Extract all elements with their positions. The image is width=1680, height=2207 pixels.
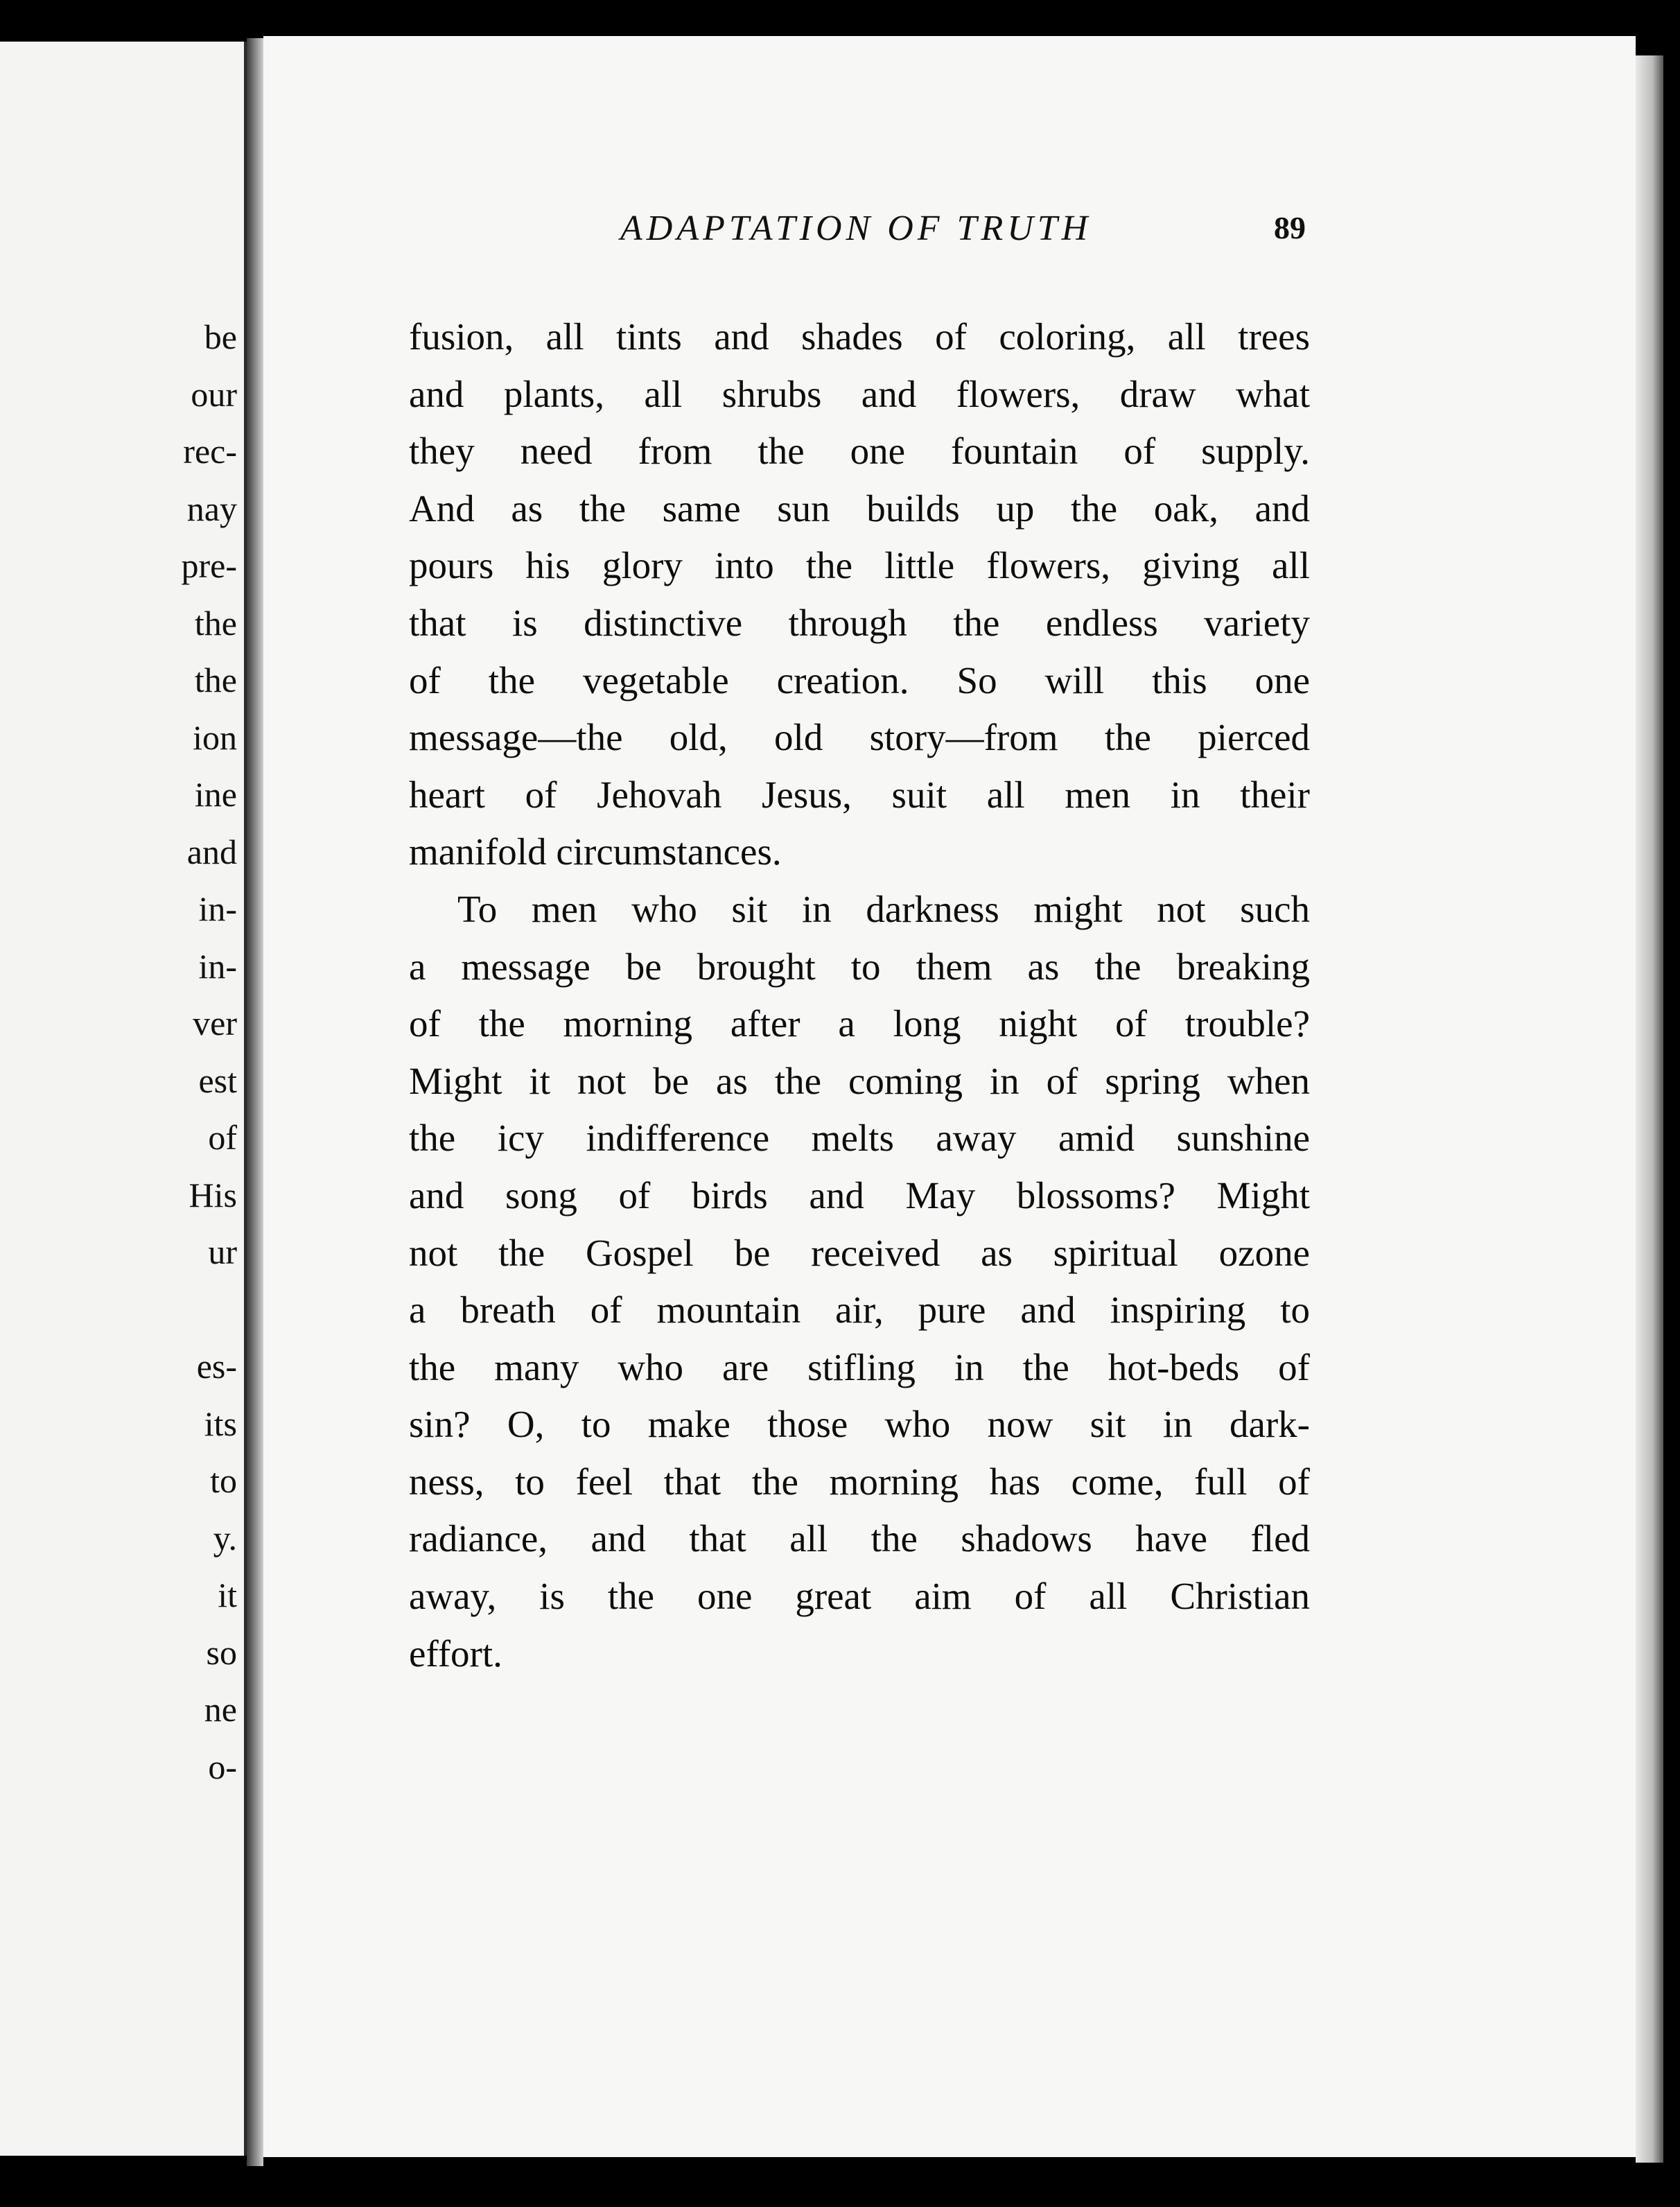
book-gutter — [247, 38, 263, 2166]
left-page-text-fragments — [182, 308, 238, 1795]
left-fragment: the — [194, 603, 237, 643]
text-line: a breath of mountain air, pure and inspiring to — [409, 1289, 1310, 1332]
body-text — [409, 308, 1310, 1682]
text-line: message—the old, old story—from the pierced — [409, 716, 1310, 759]
left-fragment: our — [191, 374, 237, 414]
text-line: of the vegetable creation. So will this one — [409, 658, 1310, 701]
left-fragment: o- — [208, 1747, 237, 1786]
left-fragment: nay — [186, 489, 237, 528]
text-line: and song of birds and May blossoms? Might — [409, 1174, 1310, 1216]
left-fragment: ion — [193, 717, 237, 757]
left-fragment: of — [208, 1118, 237, 1157]
left-fragment: and — [186, 832, 237, 871]
text-line: that is distinctive through the endless variety — [409, 601, 1310, 644]
left-fragment: y. — [213, 1518, 237, 1558]
paragraph-1 — [409, 308, 1310, 881]
left-fragment: be — [204, 317, 237, 356]
text-line: ness, to feel that the morning has come, full of — [409, 1460, 1310, 1503]
text-line: not the Gospel be received as spiritual ozone — [409, 1231, 1310, 1274]
text-line: manifold circumstances. — [409, 830, 782, 873]
paragraph-2 — [409, 881, 1310, 1682]
left-fragment: in- — [198, 946, 237, 986]
text-line: the icy indifference melts away amid sunshine — [409, 1117, 1310, 1160]
left-fragment: its — [204, 1404, 237, 1443]
left-fragment: the — [194, 661, 237, 699]
left-fragment: rec- — [183, 432, 237, 471]
text-line: heart of Jehovah Jesus, suit all men in their — [409, 773, 1310, 816]
text-line: To men who sit in darkness might not such — [457, 887, 1310, 930]
text-line: And as the same sun builds up the oak, and — [409, 487, 1310, 530]
left-fragment: ne — [204, 1690, 237, 1729]
page-number: 89 — [1274, 210, 1306, 245]
text-line: sin? O, to make those who now sit in dark- — [409, 1403, 1310, 1446]
page-edge-shadow — [1636, 55, 1663, 2163]
text-line: they need from the one fountain of supply. — [409, 430, 1310, 473]
text-line: effort. — [409, 1632, 502, 1675]
left-fragment: His — [189, 1175, 237, 1214]
left-fragment: pre- — [181, 546, 237, 585]
text-line: Might it not be as the coming in of spring when — [409, 1059, 1310, 1102]
text-line: fusion, all tints and shades of coloring, all trees — [409, 315, 1310, 358]
text-line: away, is the one great aim of all Christian — [409, 1575, 1310, 1618]
left-fragment: in- — [198, 889, 237, 928]
text-line: of the morning after a long night of trouble? — [409, 1002, 1310, 1045]
left-fragment: ine — [194, 775, 237, 814]
left-fragment: to — [210, 1461, 237, 1500]
text-line: radiance, and that all the shadows have fled — [409, 1517, 1310, 1560]
left-page — [0, 42, 247, 2156]
left-fragment: ver — [193, 1004, 237, 1043]
left-fragment: est — [198, 1061, 237, 1100]
left-fragment: es- — [196, 1347, 237, 1386]
text-line: and plants, all shrubs and flowers, draw what — [409, 372, 1310, 415]
text-line: the many who are stifling in the hot-beds of — [409, 1345, 1310, 1388]
left-fragment: it — [218, 1576, 237, 1614]
text-line: pours his glory into the little flowers, giving all — [409, 544, 1310, 587]
left-fragment: so — [206, 1632, 237, 1672]
text-line: a message be brought to them as the breaking — [409, 945, 1310, 988]
running-head-title: ADAPTATION OF TRUTH — [620, 209, 1092, 248]
running-head — [347, 208, 1306, 270]
left-fragment: ur — [208, 1232, 237, 1271]
left-fragment — [182, 1281, 238, 1338]
